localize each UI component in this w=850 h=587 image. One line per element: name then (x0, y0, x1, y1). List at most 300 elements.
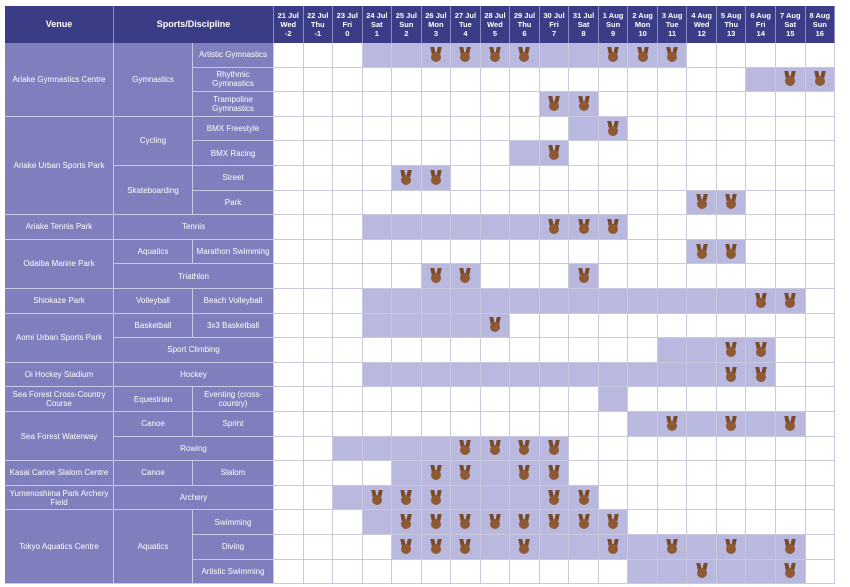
empty-day-cell (333, 412, 363, 437)
empty-day-cell (422, 338, 452, 363)
day-header-date: 4 Aug (691, 11, 712, 20)
empty-day-cell (599, 486, 629, 511)
empty-day-cell (451, 68, 481, 93)
competition-day-cell (363, 314, 393, 339)
event-label: 3x3 Basketball (193, 314, 274, 339)
competition-day-cell (658, 535, 688, 560)
competition-day-cell (687, 363, 717, 388)
competition-day-cell (510, 363, 540, 388)
day-header (776, 6, 806, 43)
day-header-number: 10 (638, 29, 647, 38)
day-header-number: 7 (551, 29, 557, 38)
competition-day-cell (481, 486, 511, 511)
empty-day-cell (687, 43, 717, 68)
competition-day-cell (599, 289, 629, 314)
empty-day-cell (599, 560, 629, 585)
competition-day-cell (510, 437, 540, 462)
medal-icon (459, 47, 471, 63)
empty-day-cell (304, 461, 334, 486)
empty-day-cell (510, 166, 540, 191)
venue-label: Oi Hockey Stadium (5, 363, 114, 388)
day-header-date: 23 Jul (336, 11, 358, 20)
competition-day-cell (569, 510, 599, 535)
competition-day-cell (658, 363, 688, 388)
day-header-weekday: Tue (459, 20, 472, 29)
empty-day-cell (806, 510, 836, 535)
empty-day-cell (658, 510, 688, 535)
competition-day-cell (717, 560, 747, 585)
empty-day-cell (569, 191, 599, 216)
day-header-weekday: Sun (606, 20, 621, 29)
competition-day-cell (363, 215, 393, 240)
day-header-number: 14 (756, 29, 765, 38)
empty-day-cell (599, 68, 629, 93)
empty-day-cell (658, 437, 688, 462)
competition-day-cell (392, 43, 422, 68)
medal-icon (400, 539, 412, 555)
empty-day-cell (569, 560, 599, 585)
competition-day-cell (628, 560, 658, 585)
empty-day-cell (510, 314, 540, 339)
empty-day-cell (628, 461, 658, 486)
competition-day-cell (569, 215, 599, 240)
event-label: Artistic Gymnastics (193, 43, 274, 68)
competition-day-cell (687, 338, 717, 363)
empty-day-cell (628, 92, 658, 117)
day-header-weekday: Fri (755, 20, 766, 29)
event-label: Diving (193, 535, 274, 560)
empty-day-cell (363, 166, 393, 191)
medal-icon (607, 514, 619, 530)
sport-label: Triathlon (114, 264, 274, 289)
medal-icon (400, 490, 412, 506)
competition-day-cell (599, 363, 629, 388)
competition-day-cell (540, 461, 570, 486)
competition-day-cell (658, 560, 688, 585)
medal-icon (548, 465, 560, 481)
competition-day-cell (392, 314, 422, 339)
medal-icon (784, 71, 796, 87)
competition-day-cell (599, 510, 629, 535)
empty-day-cell (717, 437, 747, 462)
empty-day-cell (481, 338, 511, 363)
competition-day-cell (363, 437, 393, 462)
empty-day-cell (333, 68, 363, 93)
event-label: Sprint (193, 412, 274, 437)
competition-day-cell (717, 412, 747, 437)
empty-day-cell (274, 92, 304, 117)
day-header (599, 6, 629, 43)
competition-day-cell (451, 461, 481, 486)
medal-icon (430, 268, 442, 284)
empty-day-cell (392, 240, 422, 265)
empty-day-cell (333, 215, 363, 240)
empty-day-cell (274, 240, 304, 265)
event-label: BMX Freestyle (193, 117, 274, 142)
empty-day-cell (274, 117, 304, 142)
empty-day-cell (304, 535, 334, 560)
empty-day-cell (304, 215, 334, 240)
empty-day-cell (451, 338, 481, 363)
empty-day-cell (658, 240, 688, 265)
empty-day-cell (658, 264, 688, 289)
empty-day-cell (806, 141, 836, 166)
empty-day-cell (481, 412, 511, 437)
empty-day-cell (599, 264, 629, 289)
event-label: Rhythmic Gymnastics (193, 68, 274, 93)
empty-day-cell (806, 363, 836, 388)
empty-day-cell (806, 240, 836, 265)
competition-day-cell (599, 535, 629, 560)
medal-icon (489, 317, 501, 333)
competition-day-cell (451, 363, 481, 388)
olympic-schedule-table (5, 6, 845, 584)
event-label: Marathon Swimming (193, 240, 274, 265)
empty-day-cell (333, 117, 363, 142)
empty-day-cell (687, 264, 717, 289)
empty-day-cell (776, 461, 806, 486)
competition-day-cell (746, 338, 776, 363)
competition-day-cell (540, 486, 570, 511)
medal-icon (430, 539, 442, 555)
medal-icon (725, 194, 737, 210)
empty-day-cell (628, 437, 658, 462)
empty-day-cell (628, 141, 658, 166)
empty-day-cell (658, 141, 688, 166)
empty-day-cell (687, 215, 717, 240)
competition-day-cell (333, 486, 363, 511)
empty-day-cell (481, 117, 511, 142)
competition-day-cell (540, 43, 570, 68)
empty-day-cell (717, 264, 747, 289)
medal-icon (578, 219, 590, 235)
empty-day-cell (481, 240, 511, 265)
empty-day-cell (687, 68, 717, 93)
empty-day-cell (717, 68, 747, 93)
empty-day-cell (776, 510, 806, 535)
empty-day-cell (274, 412, 304, 437)
empty-day-cell (776, 92, 806, 117)
empty-day-cell (717, 92, 747, 117)
empty-day-cell (274, 141, 304, 166)
competition-day-cell (392, 461, 422, 486)
competition-day-cell (569, 264, 599, 289)
empty-day-cell (746, 314, 776, 339)
empty-day-cell (304, 92, 334, 117)
empty-day-cell (540, 387, 570, 412)
empty-day-cell (510, 560, 540, 585)
empty-day-cell (274, 68, 304, 93)
empty-day-cell (658, 314, 688, 339)
competition-day-cell (628, 289, 658, 314)
day-header-weekday: Wed (487, 20, 503, 29)
empty-day-cell (304, 560, 334, 585)
day-header (806, 6, 836, 43)
day-header (687, 6, 717, 43)
competition-day-cell (422, 535, 452, 560)
competition-day-cell (481, 510, 511, 535)
medal-icon (696, 563, 708, 579)
venue-label: Ariake Urban Sports Park (5, 117, 114, 215)
medal-icon (666, 47, 678, 63)
empty-day-cell (746, 240, 776, 265)
day-header (540, 6, 570, 43)
empty-day-cell (687, 92, 717, 117)
competition-day-cell (806, 68, 836, 93)
empty-day-cell (274, 535, 304, 560)
empty-day-cell (717, 510, 747, 535)
empty-day-cell (628, 215, 658, 240)
empty-day-cell (422, 412, 452, 437)
empty-day-cell (540, 117, 570, 142)
empty-day-cell (717, 215, 747, 240)
competition-day-cell (687, 535, 717, 560)
empty-day-cell (274, 191, 304, 216)
empty-day-cell (806, 289, 836, 314)
sport-column-header: Sports/Discipline (114, 6, 274, 43)
day-header-weekday: Wed (693, 20, 710, 29)
empty-day-cell (776, 437, 806, 462)
competition-day-cell (392, 535, 422, 560)
competition-day-cell (363, 363, 393, 388)
empty-day-cell (274, 166, 304, 191)
empty-day-cell (451, 117, 481, 142)
empty-day-cell (451, 560, 481, 585)
competition-day-cell (776, 412, 806, 437)
empty-day-cell (806, 43, 836, 68)
sport-label: Canoe (114, 461, 193, 486)
empty-day-cell (363, 560, 393, 585)
empty-day-cell (628, 264, 658, 289)
day-header-date: 25 Jul (395, 11, 417, 20)
empty-day-cell (333, 191, 363, 216)
competition-day-cell (481, 461, 511, 486)
event-label: Eventing (cross-country) (193, 387, 274, 412)
medal-icon (430, 490, 442, 506)
event-label: Artistic Swimming (193, 560, 274, 585)
empty-day-cell (806, 314, 836, 339)
day-header-number: -1 (314, 29, 322, 38)
competition-day-cell (540, 289, 570, 314)
empty-day-cell (687, 510, 717, 535)
empty-day-cell (628, 314, 658, 339)
empty-day-cell (806, 117, 836, 142)
empty-day-cell (540, 412, 570, 437)
empty-day-cell (628, 68, 658, 93)
empty-day-cell (274, 461, 304, 486)
empty-day-cell (481, 92, 511, 117)
empty-day-cell (628, 510, 658, 535)
competition-day-cell (687, 289, 717, 314)
day-header-date: 28 Jul (484, 11, 506, 20)
empty-day-cell (540, 191, 570, 216)
medal-icon (784, 563, 796, 579)
competition-day-cell (658, 338, 688, 363)
competition-day-cell (363, 289, 393, 314)
event-label: Swimming (193, 510, 274, 535)
competition-day-cell (510, 535, 540, 560)
empty-day-cell (569, 68, 599, 93)
venue-label: Yumenoshima Park Archery Field (5, 486, 114, 511)
empty-day-cell (658, 68, 688, 93)
empty-day-cell (599, 240, 629, 265)
medal-icon (725, 367, 737, 383)
day-header (392, 6, 422, 43)
day-header-weekday: Sun (812, 20, 827, 29)
medal-icon (725, 342, 737, 358)
competition-day-cell (687, 191, 717, 216)
empty-day-cell (392, 68, 422, 93)
medal-icon (814, 71, 826, 87)
venue-label: Kasai Canoe Slalom Centre (5, 461, 114, 486)
empty-day-cell (363, 92, 393, 117)
empty-day-cell (363, 461, 393, 486)
empty-day-cell (776, 117, 806, 142)
empty-day-cell (274, 289, 304, 314)
day-header (304, 6, 334, 43)
day-header-weekday: Thu (310, 20, 325, 29)
competition-day-cell (746, 535, 776, 560)
competition-day-cell (333, 437, 363, 462)
empty-day-cell (658, 486, 688, 511)
empty-day-cell (540, 166, 570, 191)
medal-icon (696, 244, 708, 260)
empty-day-cell (333, 314, 363, 339)
empty-day-cell (451, 166, 481, 191)
empty-day-cell (569, 338, 599, 363)
competition-day-cell (451, 535, 481, 560)
empty-day-cell (776, 43, 806, 68)
empty-day-cell (658, 92, 688, 117)
medal-icon (784, 539, 796, 555)
competition-day-cell (481, 535, 511, 560)
venue-label: Sea Forest Waterway (5, 412, 114, 461)
empty-day-cell (333, 363, 363, 388)
competition-day-cell (540, 535, 570, 560)
empty-day-cell (510, 387, 540, 412)
day-header-number: 11 (668, 29, 677, 38)
empty-day-cell (510, 191, 540, 216)
empty-day-cell (363, 240, 393, 265)
competition-day-cell (363, 510, 393, 535)
empty-day-cell (806, 92, 836, 117)
competition-day-cell (451, 215, 481, 240)
competition-day-cell (540, 510, 570, 535)
empty-day-cell (363, 141, 393, 166)
competition-day-cell (717, 338, 747, 363)
competition-day-cell (687, 412, 717, 437)
empty-day-cell (628, 387, 658, 412)
competition-day-cell (422, 461, 452, 486)
medal-icon (459, 514, 471, 530)
empty-day-cell (599, 314, 629, 339)
empty-day-cell (392, 412, 422, 437)
empty-day-cell (392, 560, 422, 585)
medal-icon (784, 293, 796, 309)
competition-day-cell (628, 363, 658, 388)
day-header (451, 6, 481, 43)
empty-day-cell (481, 387, 511, 412)
competition-day-cell (481, 215, 511, 240)
day-header-number: 2 (404, 29, 409, 38)
competition-day-cell (510, 215, 540, 240)
empty-day-cell (806, 560, 836, 585)
competition-day-cell (422, 43, 452, 68)
competition-day-cell (510, 461, 540, 486)
empty-day-cell (333, 535, 363, 560)
empty-day-cell (392, 191, 422, 216)
day-header-weekday: Sun (399, 20, 414, 29)
day-header (628, 6, 658, 43)
medal-icon (578, 268, 590, 284)
competition-day-cell (510, 510, 540, 535)
day-header-date: 30 Jul (543, 11, 565, 20)
empty-day-cell (422, 240, 452, 265)
competition-day-cell (717, 535, 747, 560)
empty-day-cell (363, 535, 393, 560)
medal-icon (548, 440, 560, 456)
empty-day-cell (806, 437, 836, 462)
day-header-number: 0 (345, 29, 350, 38)
competition-day-cell (569, 535, 599, 560)
day-header-date: 21 Jul (277, 11, 299, 20)
competition-day-cell (392, 215, 422, 240)
event-label: Beach Volleyball (193, 289, 274, 314)
empty-day-cell (274, 264, 304, 289)
day-header-date: 3 Aug (661, 11, 683, 20)
competition-day-cell (422, 363, 452, 388)
medal-icon (637, 47, 649, 63)
empty-day-cell (658, 191, 688, 216)
sport-label: Volleyball (114, 289, 193, 314)
competition-day-cell (569, 486, 599, 511)
empty-day-cell (304, 338, 334, 363)
competition-day-cell (422, 314, 452, 339)
empty-day-cell (422, 141, 452, 166)
sport-label: Aquatics (114, 510, 193, 584)
day-header-weekday: Sat (784, 20, 797, 29)
empty-day-cell (392, 338, 422, 363)
competition-day-cell (481, 43, 511, 68)
event-label: Street (193, 166, 274, 191)
empty-day-cell (333, 264, 363, 289)
competition-day-cell (392, 289, 422, 314)
empty-day-cell (333, 43, 363, 68)
empty-day-cell (304, 314, 334, 339)
empty-day-cell (599, 412, 629, 437)
day-header-number: 12 (697, 29, 706, 38)
medal-icon (459, 440, 471, 456)
sport-label: Hockey (114, 363, 274, 388)
medal-icon (696, 194, 708, 210)
medal-icon (607, 539, 619, 555)
empty-day-cell (776, 166, 806, 191)
empty-day-cell (422, 387, 452, 412)
day-header-number: 15 (786, 29, 795, 38)
competition-day-cell (422, 289, 452, 314)
medal-icon (548, 96, 560, 112)
empty-day-cell (392, 387, 422, 412)
empty-day-cell (628, 117, 658, 142)
medal-icon (430, 465, 442, 481)
empty-day-cell (776, 314, 806, 339)
day-header-weekday: Fri (342, 20, 353, 29)
empty-day-cell (510, 240, 540, 265)
empty-day-cell (569, 437, 599, 462)
competition-day-cell (599, 117, 629, 142)
empty-day-cell (599, 437, 629, 462)
empty-day-cell (599, 338, 629, 363)
